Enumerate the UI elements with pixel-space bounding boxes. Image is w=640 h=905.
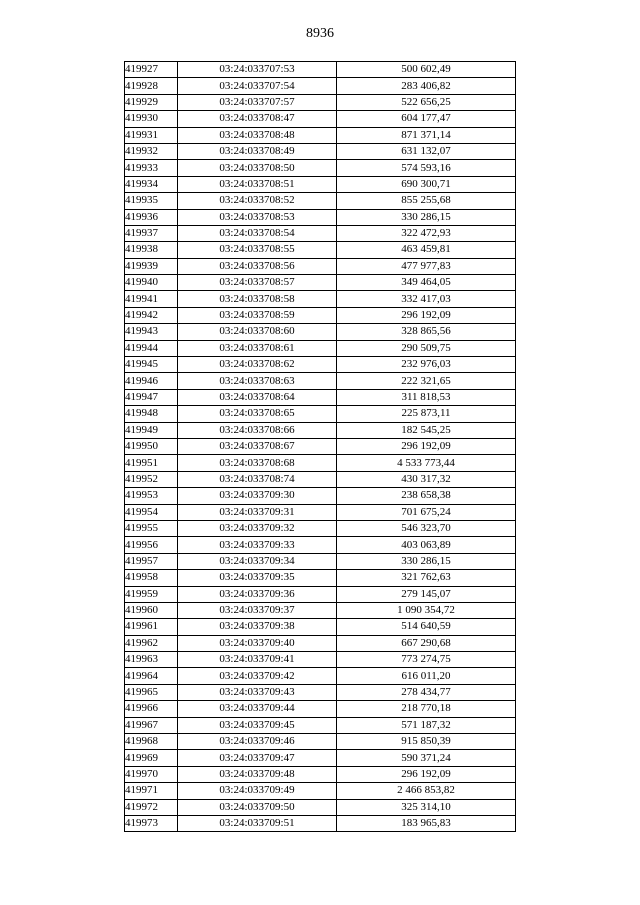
cadastral-number-cell: 03:24:033708:65 [178,406,337,422]
row-number-cell: 419953 [125,488,178,504]
cadastral-number-cell: 03:24:033707:57 [178,94,337,110]
value-cell: 773 274,75 [337,652,516,668]
cadastral-number-cell: 03:24:033708:47 [178,111,337,127]
value-cell: 182 545,25 [337,422,516,438]
value-cell: 238 658,38 [337,488,516,504]
cadastral-number-cell: 03:24:033708:56 [178,258,337,274]
cadastral-number-cell: 03:24:033708:74 [178,471,337,487]
cadastral-number-cell: 03:24:033709:32 [178,520,337,536]
cadastral-number-cell: 03:24:033709:50 [178,799,337,815]
cadastral-number-cell: 03:24:033708:50 [178,160,337,176]
value-cell: 218 770,18 [337,701,516,717]
value-cell: 546 323,70 [337,520,516,536]
table-row [125,111,516,127]
row-number-cell: 419952 [125,471,178,487]
cadastral-number-cell: 03:24:033709:42 [178,668,337,684]
table-row [125,766,516,782]
table-row [125,127,516,143]
cadastral-number-cell: 03:24:033709:37 [178,602,337,618]
row-number-cell: 419927 [125,62,178,78]
value-cell: 604 177,47 [337,111,516,127]
value-cell: 283 406,82 [337,78,516,94]
row-number-cell: 419972 [125,799,178,815]
row-number-cell: 419947 [125,389,178,405]
table-row [125,619,516,635]
value-cell: 514 640,59 [337,619,516,635]
row-number-cell: 419940 [125,275,178,291]
row-number-cell: 419955 [125,520,178,536]
value-cell: 2 466 853,82 [337,783,516,799]
value-cell: 1 090 354,72 [337,602,516,618]
cadastral-number-cell: 03:24:033707:54 [178,78,337,94]
cadastral-number-cell: 03:24:033709:40 [178,635,337,651]
row-number-cell: 419938 [125,242,178,258]
cadastral-number-cell: 03:24:033709:30 [178,488,337,504]
row-number-cell: 419966 [125,701,178,717]
table-row [125,422,516,438]
value-cell: 855 255,68 [337,193,516,209]
row-number-cell: 419962 [125,635,178,651]
cadastral-number-cell: 03:24:033708:60 [178,324,337,340]
table-row [125,176,516,192]
row-number-cell: 419951 [125,455,178,471]
cadastral-number-cell: 03:24:033709:41 [178,652,337,668]
row-number-cell: 419934 [125,176,178,192]
table-row [125,242,516,258]
value-cell: 279 145,07 [337,586,516,602]
cadastral-number-cell: 03:24:033708:68 [178,455,337,471]
table-row [125,275,516,291]
value-cell: 330 286,15 [337,209,516,225]
cadastral-number-cell: 03:24:033708:57 [178,275,337,291]
table-row [125,455,516,471]
row-number-cell: 419932 [125,143,178,159]
value-cell: 311 818,53 [337,389,516,405]
cadastral-number-cell: 03:24:033708:59 [178,307,337,323]
row-number-cell: 419957 [125,553,178,569]
cadastral-number-cell: 03:24:033709:45 [178,717,337,733]
value-cell: 590 371,24 [337,750,516,766]
table-row [125,78,516,94]
cadastral-number-cell: 03:24:033708:62 [178,357,337,373]
row-number-cell: 419970 [125,766,178,782]
table-row [125,62,516,78]
cadastral-number-cell: 03:24:033708:66 [178,422,337,438]
table-row [125,815,516,831]
cadastral-number-cell: 03:24:033709:46 [178,734,337,750]
value-cell: 463 459,81 [337,242,516,258]
row-number-cell: 419971 [125,783,178,799]
row-number-cell: 419933 [125,160,178,176]
value-cell: 290 509,75 [337,340,516,356]
value-cell: 321 762,63 [337,570,516,586]
registry-table [124,61,516,832]
row-number-cell: 419939 [125,258,178,274]
table-row [125,783,516,799]
row-number-cell: 419930 [125,111,178,127]
registry-table-body [125,62,516,832]
row-number-cell: 419954 [125,504,178,520]
value-cell: 616 011,20 [337,668,516,684]
value-cell: 296 192,09 [337,766,516,782]
row-number-cell: 419928 [125,78,178,94]
row-number-cell: 419946 [125,373,178,389]
table-row [125,357,516,373]
value-cell: 701 675,24 [337,504,516,520]
table-row [125,734,516,750]
table-row [125,799,516,815]
value-cell: 349 464,05 [337,275,516,291]
cadastral-number-cell: 03:24:033709:51 [178,815,337,831]
value-cell: 278 434,77 [337,684,516,700]
table-row [125,717,516,733]
value-cell: 574 593,16 [337,160,516,176]
value-cell: 4 533 773,44 [337,455,516,471]
value-cell: 325 314,10 [337,799,516,815]
row-number-cell: 419929 [125,94,178,110]
value-cell: 871 371,14 [337,127,516,143]
table-row [125,570,516,586]
cadastral-number-cell: 03:24:033708:55 [178,242,337,258]
table-row [125,193,516,209]
value-cell: 915 850,39 [337,734,516,750]
table-row [125,684,516,700]
page-number: 8936 [306,26,334,41]
value-cell: 500 602,49 [337,62,516,78]
table-row [125,488,516,504]
value-cell: 690 300,71 [337,176,516,192]
row-number-cell: 419968 [125,734,178,750]
value-cell: 477 977,83 [337,258,516,274]
value-cell: 296 192,09 [337,438,516,454]
table-row [125,324,516,340]
row-number-cell: 419969 [125,750,178,766]
cadastral-number-cell: 03:24:033708:51 [178,176,337,192]
table-row [125,635,516,651]
row-number-cell: 419960 [125,602,178,618]
table-row [125,406,516,422]
cadastral-number-cell: 03:24:033708:53 [178,209,337,225]
table-row [125,143,516,159]
table-row [125,553,516,569]
row-number-cell: 419931 [125,127,178,143]
value-cell: 667 290,68 [337,635,516,651]
table-row [125,701,516,717]
table-row [125,258,516,274]
row-number-cell: 419959 [125,586,178,602]
cadastral-number-cell: 03:24:033708:48 [178,127,337,143]
cadastral-number-cell: 03:24:033708:49 [178,143,337,159]
value-cell: 328 865,56 [337,324,516,340]
row-number-cell: 419950 [125,438,178,454]
row-number-cell: 419941 [125,291,178,307]
cadastral-number-cell: 03:24:033709:44 [178,701,337,717]
value-cell: 332 417,03 [337,291,516,307]
row-number-cell: 419945 [125,357,178,373]
cadastral-number-cell: 03:24:033709:36 [178,586,337,602]
value-cell: 330 286,15 [337,553,516,569]
table-row [125,668,516,684]
cadastral-number-cell: 03:24:033709:43 [178,684,337,700]
value-cell: 183 965,83 [337,815,516,831]
cadastral-number-cell: 03:24:033709:33 [178,537,337,553]
row-number-cell: 419964 [125,668,178,684]
table-row [125,307,516,323]
row-number-cell: 419935 [125,193,178,209]
row-number-cell: 419967 [125,717,178,733]
value-cell: 403 063,89 [337,537,516,553]
row-number-cell: 419958 [125,570,178,586]
table-row [125,602,516,618]
row-number-cell: 419936 [125,209,178,225]
row-number-cell: 419965 [125,684,178,700]
cadastral-number-cell: 03:24:033708:67 [178,438,337,454]
table-row [125,520,516,536]
table-row [125,652,516,668]
value-cell: 430 317,32 [337,471,516,487]
value-cell: 631 132,07 [337,143,516,159]
cadastral-number-cell: 03:24:033708:64 [178,389,337,405]
value-cell: 522 656,25 [337,94,516,110]
table-row [125,340,516,356]
value-cell: 322 472,93 [337,225,516,241]
table-row [125,389,516,405]
cadastral-number-cell: 03:24:033709:49 [178,783,337,799]
cadastral-number-cell: 03:24:033709:47 [178,750,337,766]
cadastral-number-cell: 03:24:033708:58 [178,291,337,307]
cadastral-number-cell: 03:24:033709:34 [178,553,337,569]
row-number-cell: 419944 [125,340,178,356]
value-cell: 571 187,32 [337,717,516,733]
cadastral-number-cell: 03:24:033707:53 [178,62,337,78]
table-row [125,373,516,389]
row-number-cell: 419961 [125,619,178,635]
cadastral-number-cell: 03:24:033709:35 [178,570,337,586]
table-row [125,537,516,553]
row-number-cell: 419943 [125,324,178,340]
value-cell: 296 192,09 [337,307,516,323]
table-row [125,291,516,307]
row-number-cell: 419942 [125,307,178,323]
table-row [125,471,516,487]
table-row [125,750,516,766]
cadastral-number-cell: 03:24:033708:63 [178,373,337,389]
table-row [125,438,516,454]
row-number-cell: 419937 [125,225,178,241]
cadastral-number-cell: 03:24:033709:38 [178,619,337,635]
row-number-cell: 419949 [125,422,178,438]
table-row [125,94,516,110]
cadastral-number-cell: 03:24:033709:48 [178,766,337,782]
table-row [125,160,516,176]
cadastral-number-cell: 03:24:033708:61 [178,340,337,356]
cadastral-number-cell: 03:24:033708:52 [178,193,337,209]
table-row [125,209,516,225]
row-number-cell: 419956 [125,537,178,553]
value-cell: 225 873,11 [337,406,516,422]
row-number-cell: 419963 [125,652,178,668]
table-row [125,586,516,602]
value-cell: 222 321,65 [337,373,516,389]
row-number-cell: 419973 [125,815,178,831]
table-row [125,504,516,520]
row-number-cell: 419948 [125,406,178,422]
value-cell: 232 976,03 [337,357,516,373]
cadastral-number-cell: 03:24:033709:31 [178,504,337,520]
table-row [125,225,516,241]
cadastral-number-cell: 03:24:033708:54 [178,225,337,241]
